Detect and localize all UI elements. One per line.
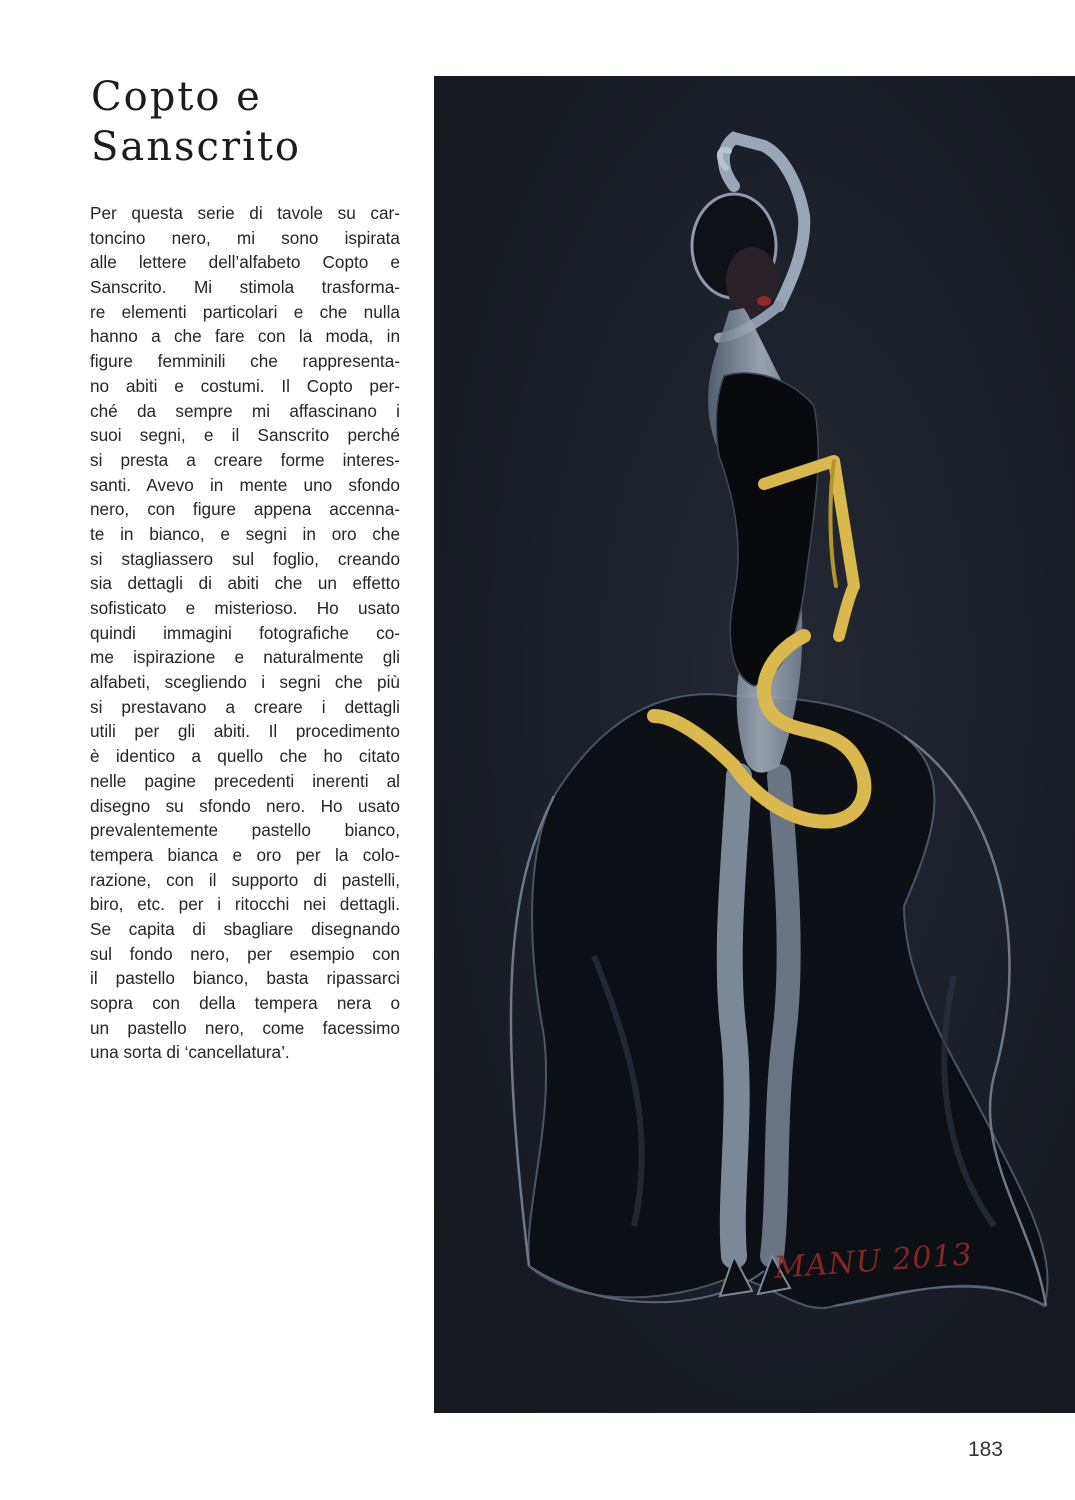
body-line: me ispirazione e naturalmente gli: [90, 647, 400, 668]
body-line: sul fondo nero, per esempio con: [90, 943, 400, 964]
body-line: biro, etc. per i ritocchi nei dettagli.: [90, 894, 400, 915]
body-line: tempera bianca e oro per la colo-: [90, 844, 400, 865]
body-line: suoi segni, e il Sanscrito perché: [90, 425, 400, 446]
body-line: toncino nero, mi sono ispirata: [90, 227, 400, 248]
body-line: Se capita di sbagliare disegnando: [90, 918, 400, 939]
body-line: hanno a che fare con la moda, in: [90, 326, 400, 347]
body-line: alle lettere dell’alfabeto Copto e: [90, 252, 400, 273]
body-line: santi. Avevo in mente uno sfondo: [90, 474, 400, 495]
body-line: razione, con il supporto di pastelli,: [90, 869, 400, 890]
body-line: Per questa serie di tavole su car-: [90, 203, 400, 223]
page-number: 183: [967, 1438, 1003, 1461]
fashion-illustration: [434, 76, 1075, 1413]
artist-signature: MANU 2013: [773, 1237, 974, 1286]
chapter-title: [91, 72, 411, 172]
body-line: si stagliassero sul foglio, creando: [90, 548, 400, 569]
body-line: un pastello nero, come facessimo: [90, 1017, 400, 1038]
body-line: quindi immagini fotografiche co-: [90, 622, 400, 643]
body-line: Sanscrito. Mi stimola trasforma-: [90, 277, 400, 298]
body-line: si presta a creare forme interes-: [90, 449, 400, 470]
body-line: sopra con della tempera nera o: [90, 993, 400, 1013]
body-line: re elementi particolari e che nulla: [90, 301, 400, 322]
body-line: prevalentemente pastello bianco,: [90, 820, 400, 841]
body-line: ché da sempre mi affascinano i: [90, 400, 400, 421]
body-line: utili per gli abiti. Il procedimento: [90, 721, 400, 742]
chapter-title-line-2: Sanscrito: [91, 124, 302, 170]
body-line: una sorta di ‘cancellatura’.: [90, 1042, 290, 1063]
body-line: il pastello bianco, basta ripassarci: [90, 968, 400, 989]
body-line: alfabeti, scegliendo i segni che più: [90, 672, 400, 693]
body-line: disegno su sfondo nero. Ho usato: [90, 795, 400, 816]
body-line: te in bianco, e segni in oro che: [90, 523, 400, 544]
body-line: no abiti e costumi. Il Copto per-: [90, 375, 400, 396]
body-line: sofisticato e misterioso. Ho usato: [90, 598, 400, 618]
body-line: sia dettagli di abiti che un effetto: [90, 573, 400, 594]
chapter-title-line-1: Copto e: [91, 74, 262, 120]
body-line: si prestavano a creare i dettagli: [90, 696, 400, 717]
body-line: figure femminili che rappresenta-: [90, 351, 400, 372]
body-paragraph: [90, 201, 400, 1065]
fashion-figure-drawing: [434, 76, 1075, 1413]
body-line: nelle pagine precedenti inerenti al: [90, 770, 400, 791]
body-line: nero, con figure appena accenna-: [90, 499, 400, 520]
body-line: è identico a quello che ho citato: [90, 746, 400, 767]
